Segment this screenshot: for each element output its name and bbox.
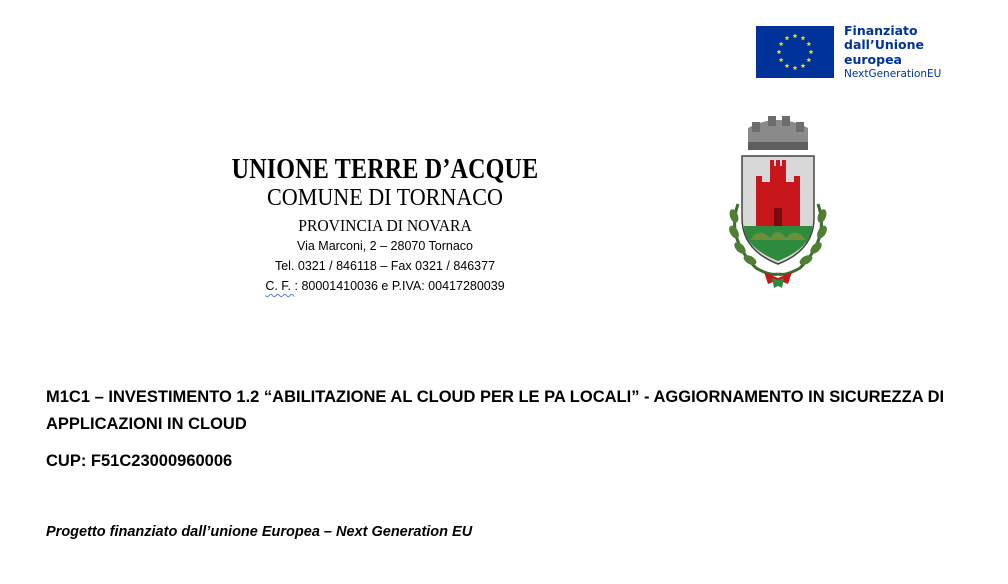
document-title: M1C1 – INVESTIMENTO 1.2 “ABILITAZIONE AL CLOUD PER LE PA LOCALI” - AGGIORNAMENTO IN SICUREZZA DI APPLICAZIONI IN CLOUD <box>46 388 945 433</box>
eu-badge-line1: Finanziato <box>844 23 918 38</box>
letterhead <box>180 154 590 296</box>
phone-fax: Tel. 0321 / 846118 – Fax 0321 / 846377 <box>274 258 496 273</box>
eu-badge-line3: NextGenerationEU <box>844 68 942 81</box>
cf-label: C. F. <box>265 278 295 293</box>
address: Via Marconi, 2 – 28070 Tornaco <box>296 238 474 253</box>
funding-note: Progetto finanziato dall’unione Europea – Next Generation EU <box>46 524 473 540</box>
eu-badge-text <box>844 24 986 80</box>
cf-values: : 80001410036 e P.IVA: 00417280039 <box>294 278 505 293</box>
tax-codes <box>180 276 590 296</box>
eu-badge-line2: dall’Unione europea <box>844 37 924 67</box>
eu-funding-badge <box>756 24 986 82</box>
eu-flag-icon <box>756 26 834 78</box>
org-name: UNIONE TERRE D’ACQUE <box>231 154 539 185</box>
cup-code: CUP: F51C23000960006 <box>46 452 233 470</box>
comune-name: COMUNE DI TORNACO <box>267 185 503 212</box>
provincia-name: PROVINCIA DI NOVARA <box>298 216 472 236</box>
coat-of-arms-icon <box>712 108 844 298</box>
